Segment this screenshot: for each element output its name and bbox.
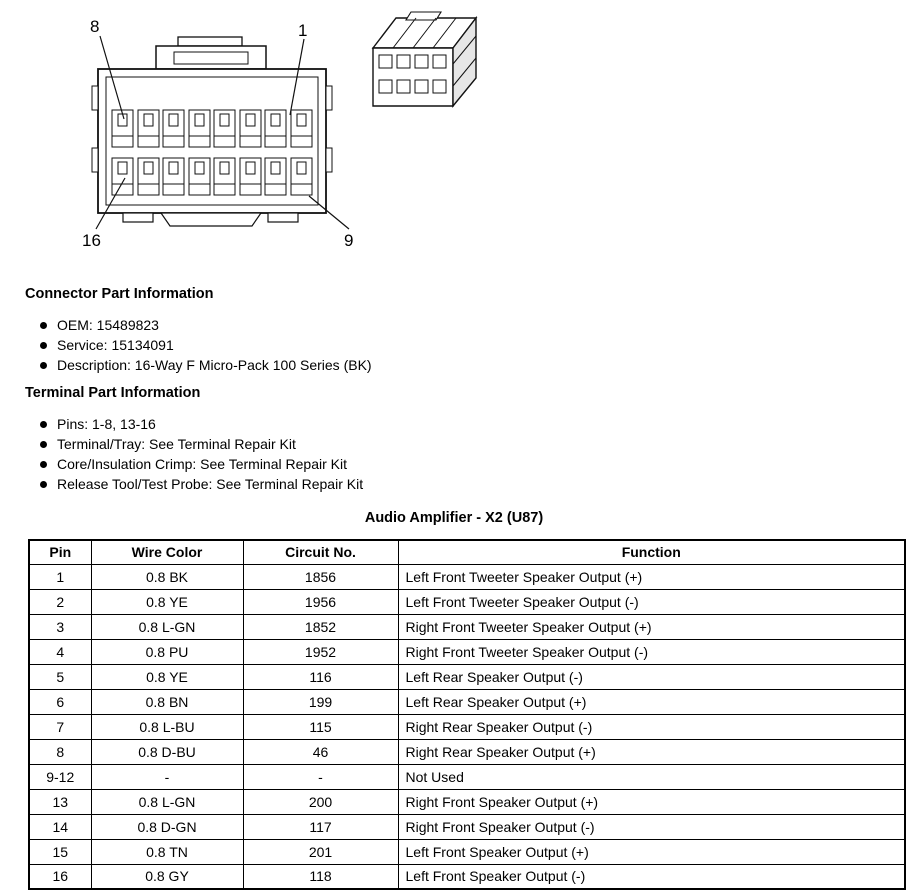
function-cell: Left Front Speaker Output (+) <box>398 839 905 864</box>
wire-color-cell: 0.8 YE <box>91 589 243 614</box>
function-cell: Right Front Tweeter Speaker Output (-) <box>398 639 905 664</box>
pin-cell: 15 <box>29 839 91 864</box>
pin-cell: 3 <box>29 614 91 639</box>
wire-color-cell: 0.8 PU <box>91 639 243 664</box>
header-function: Function <box>398 540 905 564</box>
circuit-cell: - <box>243 764 398 789</box>
circuit-cell: 1852 <box>243 614 398 639</box>
pin-cell: 13 <box>29 789 91 814</box>
pin-label-bottom-right: 9 <box>344 231 354 250</box>
table-header-row <box>29 540 905 564</box>
wire-color-cell: 0.8 TN <box>91 839 243 864</box>
wire-color-cell: 0.8 YE <box>91 664 243 689</box>
function-cell: Left Front Tweeter Speaker Output (-) <box>398 589 905 614</box>
pin-cell: 14 <box>29 814 91 839</box>
wire-color-cell: 0.8 BN <box>91 689 243 714</box>
table-title: Audio Amplifier - X2 (U87) <box>364 510 544 526</box>
list-item: Pins: 1-8, 13-16 <box>40 414 908 434</box>
function-cell: Left Front Speaker Output (-) <box>398 864 905 889</box>
circuit-cell: 201 <box>243 839 398 864</box>
connector-info-list <box>0 315 908 375</box>
list-item: Release Tool/Test Probe: See Terminal Repair Kit <box>40 474 908 494</box>
table-row <box>29 739 905 764</box>
wire-color-cell: - <box>91 764 243 789</box>
connector-perspective-view <box>373 12 476 106</box>
pin-cell: 9-12 <box>29 764 91 789</box>
circuit-cell: 115 <box>243 714 398 739</box>
connector-diagram-svg <box>28 8 498 258</box>
header-wire-color: Wire Color <box>91 540 243 564</box>
table-row <box>29 614 905 639</box>
wire-color-cell: 0.8 L-GN <box>91 614 243 639</box>
table-row <box>29 714 905 739</box>
circuit-cell: 199 <box>243 689 398 714</box>
function-cell: Left Rear Speaker Output (+) <box>398 689 905 714</box>
wire-color-cell: 0.8 GY <box>91 864 243 889</box>
wire-color-cell: 0.8 D-BU <box>91 739 243 764</box>
wire-color-cell: 0.8 L-BU <box>91 714 243 739</box>
function-cell: Left Front Tweeter Speaker Output (+) <box>398 564 905 589</box>
pin-cell: 4 <box>29 639 91 664</box>
terminal-info-heading: Terminal Part Information <box>25 385 201 401</box>
circuit-cell: 118 <box>243 864 398 889</box>
pin-cell: 6 <box>29 689 91 714</box>
connector-info-heading: Connector Part Information <box>25 286 214 302</box>
circuit-cell: 1956 <box>243 589 398 614</box>
pin-label-top-left: 8 <box>90 17 100 36</box>
pin-cell: 5 <box>29 664 91 689</box>
pin-cell: 7 <box>29 714 91 739</box>
list-item: Terminal/Tray: See Terminal Repair Kit <box>40 434 908 454</box>
circuit-cell: 116 <box>243 664 398 689</box>
terminal-info-list <box>0 414 908 494</box>
circuit-cell: 46 <box>243 739 398 764</box>
list-item: OEM: 15489823 <box>40 315 908 335</box>
function-cell: Right Rear Speaker Output (+) <box>398 739 905 764</box>
table-row <box>29 864 905 889</box>
connector-front-view <box>92 37 332 226</box>
circuit-cell: 1952 <box>243 639 398 664</box>
pinout-table <box>28 539 906 890</box>
list-item: Core/Insulation Crimp: See Terminal Repair Kit <box>40 454 908 474</box>
pin-label-top-right: 1 <box>298 21 308 40</box>
list-item: Service: 15134091 <box>40 335 908 355</box>
table-row <box>29 564 905 589</box>
function-cell: Right Rear Speaker Output (-) <box>398 714 905 739</box>
table-row <box>29 664 905 689</box>
table-row <box>29 789 905 814</box>
header-pin: Pin <box>29 540 91 564</box>
list-item: Description: 16-Way F Micro-Pack 100 Series (BK) <box>40 355 908 375</box>
function-cell: Left Rear Speaker Output (-) <box>398 664 905 689</box>
table-row <box>29 814 905 839</box>
wire-color-cell: 0.8 BK <box>91 564 243 589</box>
pin-cell: 16 <box>29 864 91 889</box>
header-circuit-no: Circuit No. <box>243 540 398 564</box>
pin-cell: 1 <box>29 564 91 589</box>
pin-cell: 2 <box>29 589 91 614</box>
function-cell: Right Front Speaker Output (+) <box>398 789 905 814</box>
connector-diagram <box>28 8 908 260</box>
pin-cell: 8 <box>29 739 91 764</box>
circuit-cell: 1856 <box>243 564 398 589</box>
table-row <box>29 639 905 664</box>
function-cell: Right Front Speaker Output (-) <box>398 814 905 839</box>
pin-label-bottom-left: 16 <box>82 231 101 250</box>
wire-color-cell: 0.8 L-GN <box>91 789 243 814</box>
function-cell: Not Used <box>398 764 905 789</box>
table-row <box>29 839 905 864</box>
circuit-cell: 117 <box>243 814 398 839</box>
table-row <box>29 689 905 714</box>
function-cell: Right Front Tweeter Speaker Output (+) <box>398 614 905 639</box>
table-row <box>29 589 905 614</box>
circuit-cell: 200 <box>243 789 398 814</box>
wire-color-cell: 0.8 D-GN <box>91 814 243 839</box>
table-row <box>29 764 905 789</box>
